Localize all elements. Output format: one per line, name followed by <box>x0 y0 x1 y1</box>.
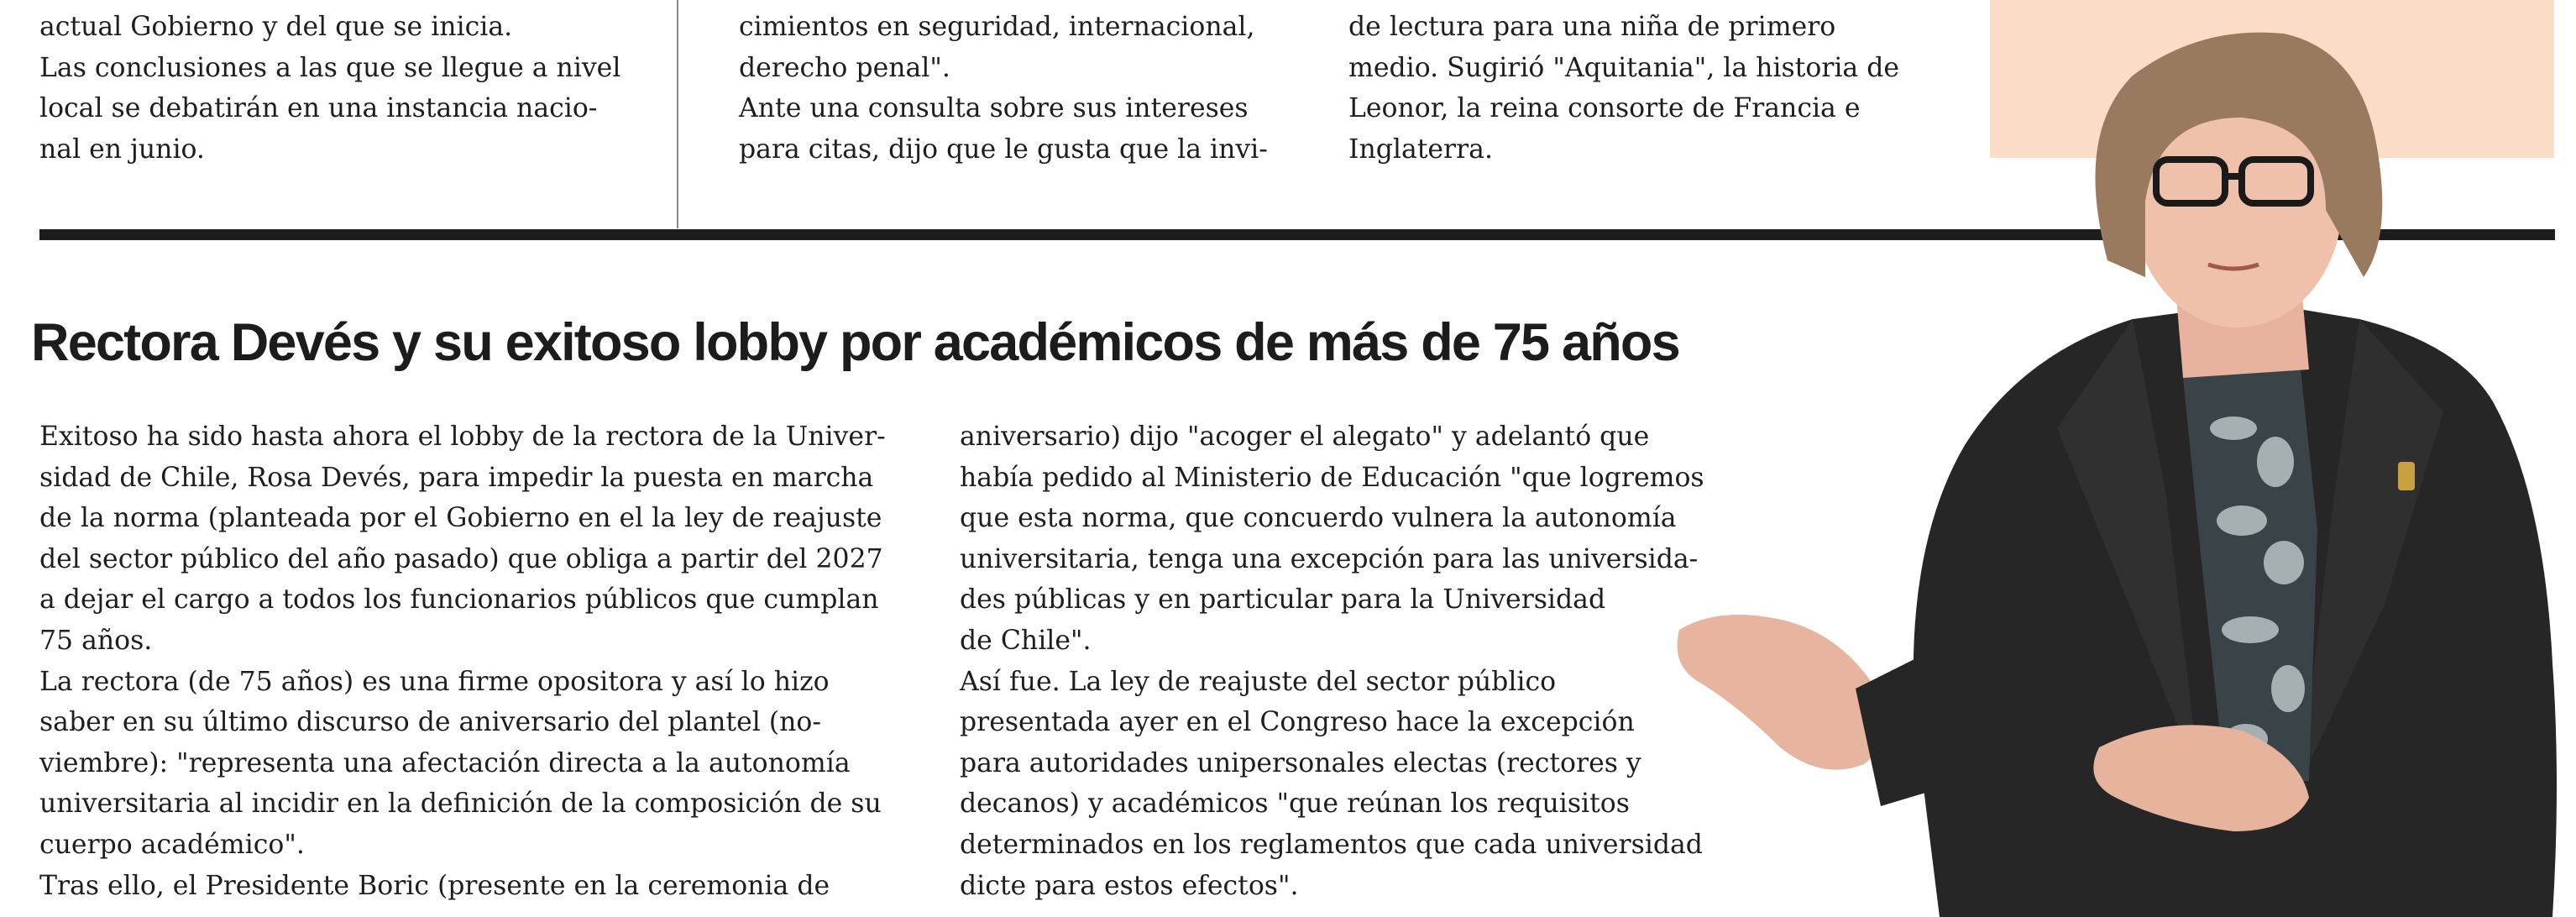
column-divider <box>677 0 678 228</box>
text-line: Tras ello, el Presidente Boric (presente en la ceremonia de <box>39 870 830 901</box>
text-line: de lectura para una niña de primero <box>1348 12 1836 42</box>
text-line: medio. Sugirió "Aquitania", la historia de <box>1348 52 1900 83</box>
text-line: decanos) y académicos "que reúnan los requisitos <box>960 789 1630 820</box>
text-line: del sector público del año pasado) que obliga a partir del 2027 <box>39 543 883 574</box>
text-line: La rectora (de 75 años) es una firme opositora y así lo hizo <box>39 666 830 697</box>
text-line: nal en junio. <box>39 134 205 165</box>
text-line: Leonor, la reina consorte de Francia e <box>1348 93 1861 124</box>
text-line: a dejar el cargo a todos los funcionarios públicos que cumplan <box>39 584 879 616</box>
text-line: de Chile". <box>960 625 1092 656</box>
text-line: había pedido al Ministerio de Educación "que logremos <box>960 462 1704 493</box>
text-line: local se debatirán en una instancia nacio- <box>39 93 598 124</box>
text-line: Ante una consulta sobre sus intereses <box>739 93 1249 124</box>
text-line: viembre): "representa una afectación directa a la autonomía <box>39 747 851 778</box>
article-headline: Rectora Devés y su exitoso lobby por académicos de más de 75 años <box>31 313 1679 372</box>
text-line: dicte para estos efectos". <box>960 870 1299 901</box>
text-line: saber en su último discurso de aniversario del plantel (no- <box>39 707 821 738</box>
text-line: que esta norma, que concuerdo vulnera la autonomía <box>960 503 1677 534</box>
rector-photo <box>1662 25 2576 917</box>
text-line: des públicas y en particular para la Universidad <box>960 584 1606 616</box>
text-line: aniversario) dijo "acoger el alegato" y adelantó que <box>960 422 1650 452</box>
text-line: derecho penal". <box>739 52 950 83</box>
text-line: universitaria al incidir en la definición de la composición de su <box>39 789 882 820</box>
text-line: determinados en los reglamentos que cada universidad <box>960 829 1703 860</box>
text-line: cimientos en seguridad, internacional, <box>739 12 1255 42</box>
text-line: de la norma (planteada por el Gobierno en el la ley de reajuste <box>39 503 882 534</box>
text-line: Así fue. La ley de reajuste del sector público <box>960 666 1557 697</box>
article-column-2 <box>960 417 1766 906</box>
text-line: sidad de Chile, Rosa Devés, para impedir la puesta en marcha <box>39 462 874 493</box>
text-line: 75 años. <box>39 625 153 656</box>
text-line: Inglaterra. <box>1348 134 1493 165</box>
text-line: cuerpo académico". <box>39 829 305 860</box>
brooch <box>2398 462 2415 490</box>
left-hand <box>1678 615 1887 770</box>
text-line: Las conclusiones a las que se llegue a nivel <box>39 52 621 83</box>
prev-article-column-1 <box>39 7 644 170</box>
prev-article-column-2 <box>739 7 1293 170</box>
text-line: Exitoso ha sido hasta ahora el lobby de la rectora de la Univer- <box>39 422 886 452</box>
text-line: para citas, dijo que le gusta que la invi- <box>739 134 1268 165</box>
text-line: universitaria, tenga una excepción para las universida- <box>960 543 1699 574</box>
article-column-1 <box>39 417 929 906</box>
text-line: presentada ayer en el Congreso hace la excepción <box>960 707 1635 738</box>
text-line: para autoridades unipersonales electas (rectores y <box>960 747 1641 778</box>
text-line: actual Gobierno y del que se inicia. <box>39 12 513 42</box>
